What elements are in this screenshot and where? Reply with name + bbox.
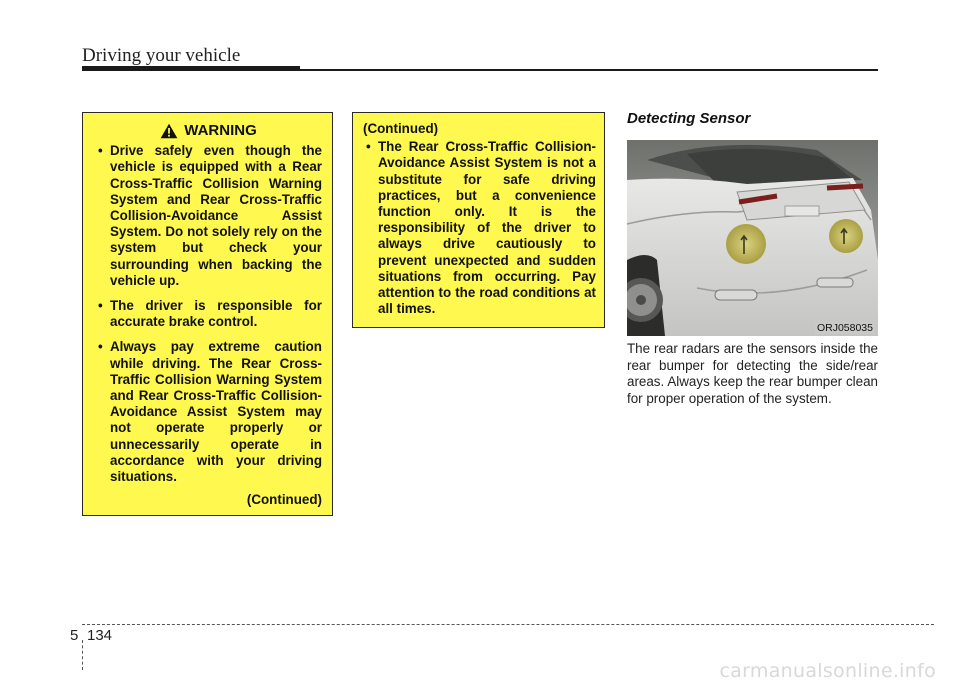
warning-bullet-list [95, 143, 322, 485]
continued-warning-box [352, 112, 605, 328]
warning-triangle-icon [160, 123, 178, 139]
continued-label: (Continued) [363, 121, 439, 136]
warning-heading-text: WARNING [184, 122, 257, 139]
warning-bullet: • Always pay extreme caution while driving. The Rear Cross-Traffic Collision Warning System and Rear Cross-Traffic Collision-Avoidance Assist System may not operate properly or unnecessarily operate in accordance with your driving situations. [95, 339, 322, 485]
page-number: 134 [87, 627, 113, 644]
warning-bullet: • The driver is responsible for accurate brake control. [95, 298, 322, 330]
footer-rule [82, 624, 934, 625]
car-rear-illustration [627, 140, 878, 336]
warning-box [82, 112, 333, 516]
warning-bullet: • Drive safely even though the vehicle is equipped with a Rear Cross-Traffic Collision Warning System and Rear Cross-Traffic Collision-Avoidance Assist System. Do not solely rely on the system but check your surrounding when backing the vehicle up. [95, 143, 322, 289]
footer-divider [82, 640, 83, 670]
sensor-description: The rear radars are the sensors inside the rear bumper for detecting the side/rear areas. Always keep the rear bumper clean for proper operation of the system. [627, 341, 878, 406]
header-rule-thin [300, 69, 878, 71]
chapter-number: 5 [70, 627, 79, 644]
header-rule-thick [82, 66, 300, 71]
watermark: carmanualsonline.info [719, 660, 936, 682]
continued-bullet: • The Rear Cross-Traffic Collision-Avoidance Assist System is not a substitute for safe driving practices, but a convenience function only. It is the responsibility of the driver to always drive cautiously to prevent unexpected and sudden situations from occurring. Pay attention to the road conditions at all times. [363, 139, 596, 317]
warning-heading [95, 123, 322, 139]
continued-bullet-list [363, 139, 596, 317]
continued-label: (Continued) [246, 492, 322, 508]
rear-sensor-figure [627, 140, 878, 336]
section-heading: Detecting Sensor [627, 110, 751, 127]
header-title: Driving your vehicle [82, 45, 241, 66]
figure-code: ORJ058035 [816, 322, 873, 334]
